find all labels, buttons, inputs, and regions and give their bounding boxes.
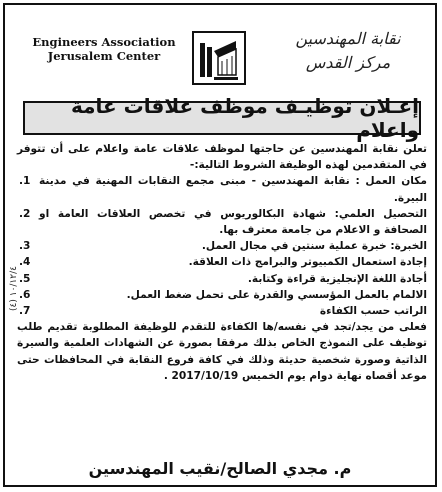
advertisement-page (3, 3, 437, 487)
list-item: الخبرة: خبرة عملية سنتين في مجال العمل. 3. (19, 240, 427, 253)
page-title: إعـلان توظيـف موظف علاقات عامة واعلام (71, 94, 419, 142)
association-logo-icon (192, 31, 246, 85)
org-name-english-line2: Jerusalem Center (47, 49, 161, 63)
list-item: الالمام بالعمل المؤسسي والقدرة على تحمل ضغط العمل. 6. (19, 288, 427, 301)
list-item: أجادة اللغة الإنجليزية قراءة وكتابة. 5. (19, 272, 427, 285)
requirements-list (17, 173, 427, 319)
signature-line: م. مجدي الصالح/نقيب المهندسين (88, 459, 352, 478)
letterhead (5, 5, 435, 87)
closing-paragraph: فعلى من يجد/تجد في نفسه/ها الكفاءة للتقدم للوظيفة المطلوبة تقديم طلب توظيف على النموذج الخاص بذلك مرفقا بصورة عن الشهادات العلمية والسيرة الذاتية وصورة شخصية حديثة وذلك في كافة فروع النقابة في المحافظات حتى موعد أقصاه نهاية دوام يوم الخميس 2017/10/19 . (17, 321, 427, 382)
list-item: التحصيل العلمي: شهادة البكالوريوس في تخصص العلاقات العامة او الصحافة و الاعلام من جامعة معترف بها. 2. (19, 207, 427, 237)
org-name-english-line1: Engineers Association (32, 35, 176, 49)
org-name-arabic-line1: نقابة المهندسين (295, 29, 401, 48)
org-name-arabic (273, 27, 423, 75)
side-reference-number: (٤) ١٠/١٢/٤ (9, 266, 19, 311)
intro-paragraph: تعلن نقابة المهندسين عن حاجتها لموظف علاقات عامة واعلام على أن تتوفر في المتقدمين لهذه الوظيفة الشروط التالية:- (17, 143, 427, 172)
advertisement-body (17, 141, 427, 384)
org-name-english (19, 35, 189, 63)
list-item: إجادة استعمال الكمبيوتر والبرامج ذات العلاقة. 4. (19, 256, 427, 269)
title-box (23, 94, 421, 142)
org-name-arabic-line2: مركز القدس (305, 53, 391, 72)
list-item: مكان العمل : نقابة المهندسين - مبنى مجمع النقابات المهنية في مدينة البيرة. 1. (19, 175, 427, 204)
list-item: الراتب حسب الكفاءة 7. (19, 305, 427, 318)
